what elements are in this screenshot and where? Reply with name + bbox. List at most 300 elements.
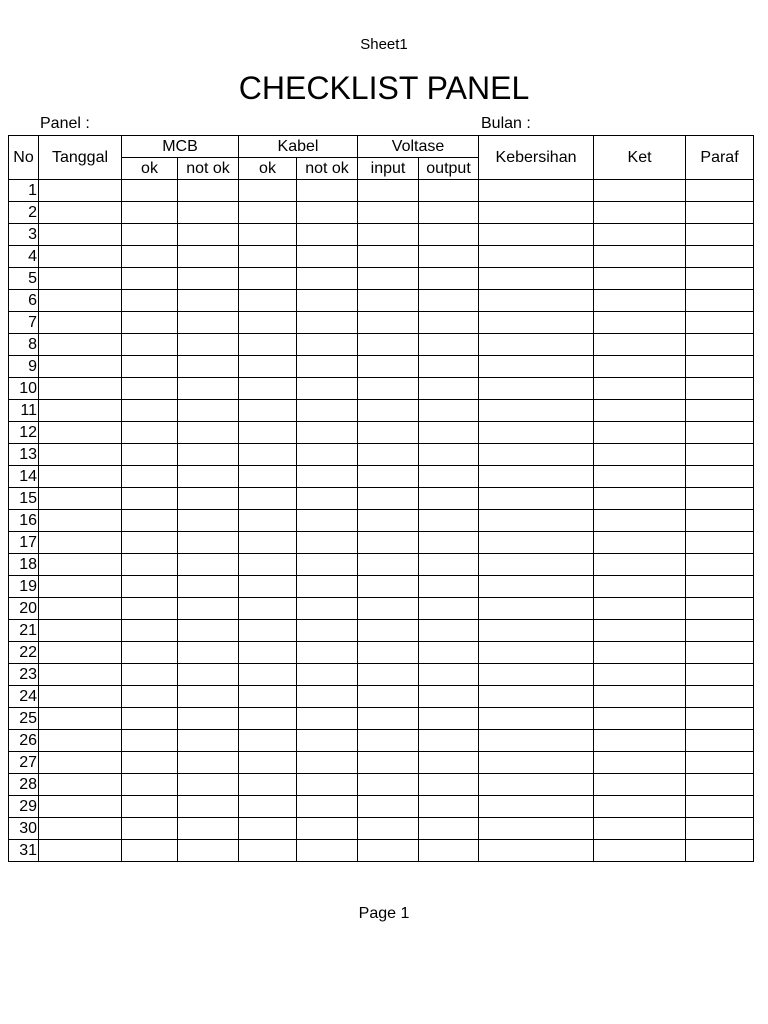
cell-ket[interactable]: [594, 796, 686, 818]
cell-ket[interactable]: [594, 510, 686, 532]
cell-kebersihan[interactable]: [479, 180, 594, 202]
cell-ket[interactable]: [594, 686, 686, 708]
cell-kabel-not-ok[interactable]: [297, 642, 358, 664]
cell-paraf[interactable]: [686, 796, 754, 818]
cell-ket[interactable]: [594, 620, 686, 642]
cell-voltase-input[interactable]: [358, 510, 419, 532]
cell-mcb-ok[interactable]: [122, 774, 178, 796]
cell-voltase-input[interactable]: [358, 180, 419, 202]
cell-mcb-not-ok[interactable]: [178, 268, 239, 290]
cell-voltase-input[interactable]: [358, 268, 419, 290]
cell-voltase-input[interactable]: [358, 818, 419, 840]
cell-mcb-not-ok[interactable]: [178, 488, 239, 510]
cell-kabel-not-ok[interactable]: [297, 400, 358, 422]
cell-paraf[interactable]: [686, 224, 754, 246]
cell-paraf[interactable]: [686, 290, 754, 312]
cell-kebersihan[interactable]: [479, 466, 594, 488]
cell-kebersihan[interactable]: [479, 356, 594, 378]
cell-mcb-not-ok[interactable]: [178, 818, 239, 840]
cell-voltase-output[interactable]: [419, 356, 479, 378]
cell-voltase-input[interactable]: [358, 708, 419, 730]
cell-voltase-input[interactable]: [358, 664, 419, 686]
cell-kebersihan[interactable]: [479, 576, 594, 598]
cell-voltase-output[interactable]: [419, 532, 479, 554]
cell-kabel-ok[interactable]: [239, 664, 297, 686]
cell-voltase-input[interactable]: [358, 642, 419, 664]
cell-paraf[interactable]: [686, 774, 754, 796]
cell-tanggal[interactable]: [39, 532, 122, 554]
cell-mcb-ok[interactable]: [122, 598, 178, 620]
cell-paraf[interactable]: [686, 378, 754, 400]
cell-kebersihan[interactable]: [479, 224, 594, 246]
cell-voltase-output[interactable]: [419, 774, 479, 796]
cell-voltase-output[interactable]: [419, 180, 479, 202]
cell-voltase-input[interactable]: [358, 290, 419, 312]
cell-ket[interactable]: [594, 400, 686, 422]
cell-voltase-output[interactable]: [419, 840, 479, 862]
cell-tanggal[interactable]: [39, 334, 122, 356]
cell-tanggal[interactable]: [39, 796, 122, 818]
cell-voltase-input[interactable]: [358, 378, 419, 400]
cell-mcb-not-ok[interactable]: [178, 400, 239, 422]
cell-kabel-not-ok[interactable]: [297, 752, 358, 774]
cell-voltase-output[interactable]: [419, 224, 479, 246]
cell-voltase-output[interactable]: [419, 554, 479, 576]
cell-ket[interactable]: [594, 422, 686, 444]
cell-mcb-ok[interactable]: [122, 510, 178, 532]
cell-voltase-input[interactable]: [358, 202, 419, 224]
cell-kebersihan[interactable]: [479, 268, 594, 290]
cell-kabel-not-ok[interactable]: [297, 664, 358, 686]
cell-kabel-ok[interactable]: [239, 246, 297, 268]
cell-paraf[interactable]: [686, 400, 754, 422]
cell-kabel-not-ok[interactable]: [297, 576, 358, 598]
cell-kebersihan[interactable]: [479, 840, 594, 862]
cell-kebersihan[interactable]: [479, 730, 594, 752]
cell-voltase-output[interactable]: [419, 576, 479, 598]
cell-ket[interactable]: [594, 664, 686, 686]
cell-tanggal[interactable]: [39, 774, 122, 796]
cell-mcb-not-ok[interactable]: [178, 840, 239, 862]
cell-voltase-input[interactable]: [358, 444, 419, 466]
cell-tanggal[interactable]: [39, 686, 122, 708]
cell-paraf[interactable]: [686, 312, 754, 334]
cell-kebersihan[interactable]: [479, 598, 594, 620]
cell-kabel-ok[interactable]: [239, 488, 297, 510]
cell-ket[interactable]: [594, 532, 686, 554]
cell-mcb-not-ok[interactable]: [178, 554, 239, 576]
cell-kabel-not-ok[interactable]: [297, 510, 358, 532]
cell-voltase-output[interactable]: [419, 268, 479, 290]
cell-mcb-ok[interactable]: [122, 290, 178, 312]
cell-ket[interactable]: [594, 576, 686, 598]
cell-ket[interactable]: [594, 356, 686, 378]
cell-voltase-output[interactable]: [419, 312, 479, 334]
cell-tanggal[interactable]: [39, 840, 122, 862]
cell-mcb-not-ok[interactable]: [178, 532, 239, 554]
cell-tanggal[interactable]: [39, 312, 122, 334]
cell-mcb-ok[interactable]: [122, 664, 178, 686]
cell-kebersihan[interactable]: [479, 554, 594, 576]
cell-ket[interactable]: [594, 774, 686, 796]
cell-tanggal[interactable]: [39, 246, 122, 268]
cell-tanggal[interactable]: [39, 400, 122, 422]
cell-kebersihan[interactable]: [479, 378, 594, 400]
cell-tanggal[interactable]: [39, 356, 122, 378]
cell-ket[interactable]: [594, 642, 686, 664]
cell-kabel-ok[interactable]: [239, 730, 297, 752]
cell-kabel-ok[interactable]: [239, 620, 297, 642]
cell-mcb-ok[interactable]: [122, 268, 178, 290]
cell-paraf[interactable]: [686, 202, 754, 224]
cell-kabel-ok[interactable]: [239, 334, 297, 356]
cell-voltase-input[interactable]: [358, 730, 419, 752]
cell-kebersihan[interactable]: [479, 708, 594, 730]
cell-mcb-ok[interactable]: [122, 334, 178, 356]
cell-paraf[interactable]: [686, 686, 754, 708]
cell-kebersihan[interactable]: [479, 202, 594, 224]
cell-mcb-not-ok[interactable]: [178, 246, 239, 268]
cell-mcb-ok[interactable]: [122, 532, 178, 554]
cell-paraf[interactable]: [686, 642, 754, 664]
cell-paraf[interactable]: [686, 664, 754, 686]
cell-mcb-ok[interactable]: [122, 554, 178, 576]
cell-voltase-output[interactable]: [419, 686, 479, 708]
cell-kebersihan[interactable]: [479, 686, 594, 708]
cell-tanggal[interactable]: [39, 818, 122, 840]
cell-kabel-ok[interactable]: [239, 466, 297, 488]
cell-mcb-ok[interactable]: [122, 642, 178, 664]
cell-mcb-not-ok[interactable]: [178, 708, 239, 730]
cell-kabel-ok[interactable]: [239, 444, 297, 466]
cell-voltase-input[interactable]: [358, 224, 419, 246]
cell-paraf[interactable]: [686, 554, 754, 576]
cell-kabel-not-ok[interactable]: [297, 246, 358, 268]
cell-voltase-output[interactable]: [419, 730, 479, 752]
cell-paraf[interactable]: [686, 576, 754, 598]
cell-kebersihan[interactable]: [479, 642, 594, 664]
cell-mcb-ok[interactable]: [122, 466, 178, 488]
cell-kabel-ok[interactable]: [239, 840, 297, 862]
cell-kabel-not-ok[interactable]: [297, 818, 358, 840]
cell-voltase-input[interactable]: [358, 532, 419, 554]
cell-paraf[interactable]: [686, 598, 754, 620]
cell-tanggal[interactable]: [39, 598, 122, 620]
cell-kabel-ok[interactable]: [239, 642, 297, 664]
cell-kebersihan[interactable]: [479, 532, 594, 554]
cell-ket[interactable]: [594, 202, 686, 224]
cell-voltase-output[interactable]: [419, 752, 479, 774]
cell-kabel-ok[interactable]: [239, 422, 297, 444]
cell-kabel-ok[interactable]: [239, 312, 297, 334]
cell-kabel-ok[interactable]: [239, 180, 297, 202]
cell-mcb-not-ok[interactable]: [178, 576, 239, 598]
cell-ket[interactable]: [594, 466, 686, 488]
cell-kabel-ok[interactable]: [239, 532, 297, 554]
cell-paraf[interactable]: [686, 444, 754, 466]
cell-paraf[interactable]: [686, 730, 754, 752]
cell-mcb-ok[interactable]: [122, 246, 178, 268]
cell-kebersihan[interactable]: [479, 664, 594, 686]
cell-kebersihan[interactable]: [479, 444, 594, 466]
cell-mcb-not-ok[interactable]: [178, 422, 239, 444]
cell-mcb-not-ok[interactable]: [178, 334, 239, 356]
cell-kabel-not-ok[interactable]: [297, 202, 358, 224]
cell-voltase-input[interactable]: [358, 554, 419, 576]
cell-tanggal[interactable]: [39, 180, 122, 202]
cell-kabel-ok[interactable]: [239, 708, 297, 730]
cell-voltase-input[interactable]: [358, 752, 419, 774]
cell-ket[interactable]: [594, 290, 686, 312]
cell-kabel-ok[interactable]: [239, 774, 297, 796]
cell-voltase-input[interactable]: [358, 488, 419, 510]
cell-kabel-ok[interactable]: [239, 378, 297, 400]
cell-kabel-ok[interactable]: [239, 356, 297, 378]
cell-voltase-output[interactable]: [419, 708, 479, 730]
cell-paraf[interactable]: [686, 708, 754, 730]
cell-mcb-ok[interactable]: [122, 818, 178, 840]
cell-mcb-not-ok[interactable]: [178, 752, 239, 774]
cell-mcb-not-ok[interactable]: [178, 378, 239, 400]
cell-paraf[interactable]: [686, 818, 754, 840]
cell-kabel-ok[interactable]: [239, 598, 297, 620]
cell-kabel-ok[interactable]: [239, 818, 297, 840]
cell-mcb-not-ok[interactable]: [178, 356, 239, 378]
cell-mcb-not-ok[interactable]: [178, 774, 239, 796]
cell-voltase-output[interactable]: [419, 400, 479, 422]
cell-kebersihan[interactable]: [479, 312, 594, 334]
cell-paraf[interactable]: [686, 356, 754, 378]
cell-ket[interactable]: [594, 378, 686, 400]
cell-paraf[interactable]: [686, 620, 754, 642]
cell-tanggal[interactable]: [39, 224, 122, 246]
cell-kebersihan[interactable]: [479, 620, 594, 642]
cell-ket[interactable]: [594, 840, 686, 862]
cell-mcb-ok[interactable]: [122, 730, 178, 752]
cell-ket[interactable]: [594, 488, 686, 510]
cell-voltase-output[interactable]: [419, 642, 479, 664]
cell-mcb-not-ok[interactable]: [178, 620, 239, 642]
cell-kabel-not-ok[interactable]: [297, 620, 358, 642]
cell-tanggal[interactable]: [39, 422, 122, 444]
cell-kabel-not-ok[interactable]: [297, 598, 358, 620]
cell-voltase-input[interactable]: [358, 840, 419, 862]
cell-mcb-not-ok[interactable]: [178, 796, 239, 818]
cell-tanggal[interactable]: [39, 752, 122, 774]
cell-voltase-output[interactable]: [419, 796, 479, 818]
cell-mcb-ok[interactable]: [122, 180, 178, 202]
cell-tanggal[interactable]: [39, 664, 122, 686]
cell-tanggal[interactable]: [39, 444, 122, 466]
cell-kabel-ok[interactable]: [239, 224, 297, 246]
cell-tanggal[interactable]: [39, 642, 122, 664]
cell-kabel-ok[interactable]: [239, 400, 297, 422]
cell-ket[interactable]: [594, 444, 686, 466]
cell-voltase-output[interactable]: [419, 488, 479, 510]
cell-kabel-ok[interactable]: [239, 268, 297, 290]
cell-kabel-ok[interactable]: [239, 202, 297, 224]
cell-paraf[interactable]: [686, 268, 754, 290]
cell-kebersihan[interactable]: [479, 818, 594, 840]
cell-mcb-not-ok[interactable]: [178, 686, 239, 708]
cell-tanggal[interactable]: [39, 576, 122, 598]
cell-voltase-input[interactable]: [358, 598, 419, 620]
cell-voltase-input[interactable]: [358, 576, 419, 598]
cell-kebersihan[interactable]: [479, 774, 594, 796]
cell-paraf[interactable]: [686, 532, 754, 554]
cell-kebersihan[interactable]: [479, 400, 594, 422]
cell-tanggal[interactable]: [39, 466, 122, 488]
cell-ket[interactable]: [594, 818, 686, 840]
cell-tanggal[interactable]: [39, 202, 122, 224]
cell-kabel-not-ok[interactable]: [297, 180, 358, 202]
cell-mcb-ok[interactable]: [122, 840, 178, 862]
cell-kabel-not-ok[interactable]: [297, 488, 358, 510]
cell-tanggal[interactable]: [39, 290, 122, 312]
cell-kabel-not-ok[interactable]: [297, 334, 358, 356]
cell-kebersihan[interactable]: [479, 334, 594, 356]
cell-ket[interactable]: [594, 224, 686, 246]
cell-kabel-not-ok[interactable]: [297, 268, 358, 290]
cell-voltase-output[interactable]: [419, 444, 479, 466]
cell-paraf[interactable]: [686, 466, 754, 488]
cell-mcb-not-ok[interactable]: [178, 510, 239, 532]
cell-mcb-ok[interactable]: [122, 202, 178, 224]
cell-paraf[interactable]: [686, 840, 754, 862]
cell-mcb-ok[interactable]: [122, 224, 178, 246]
cell-voltase-input[interactable]: [358, 620, 419, 642]
cell-voltase-output[interactable]: [419, 422, 479, 444]
cell-mcb-not-ok[interactable]: [178, 180, 239, 202]
cell-paraf[interactable]: [686, 180, 754, 202]
cell-ket[interactable]: [594, 334, 686, 356]
cell-mcb-not-ok[interactable]: [178, 466, 239, 488]
cell-kabel-not-ok[interactable]: [297, 554, 358, 576]
cell-tanggal[interactable]: [39, 620, 122, 642]
cell-kabel-ok[interactable]: [239, 796, 297, 818]
cell-ket[interactable]: [594, 708, 686, 730]
cell-mcb-ok[interactable]: [122, 488, 178, 510]
cell-voltase-input[interactable]: [358, 422, 419, 444]
cell-kebersihan[interactable]: [479, 796, 594, 818]
cell-mcb-ok[interactable]: [122, 752, 178, 774]
cell-kabel-not-ok[interactable]: [297, 444, 358, 466]
cell-voltase-output[interactable]: [419, 378, 479, 400]
cell-mcb-ok[interactable]: [122, 378, 178, 400]
cell-mcb-ok[interactable]: [122, 400, 178, 422]
cell-tanggal[interactable]: [39, 268, 122, 290]
cell-kabel-not-ok[interactable]: [297, 730, 358, 752]
cell-paraf[interactable]: [686, 510, 754, 532]
cell-mcb-not-ok[interactable]: [178, 224, 239, 246]
cell-mcb-not-ok[interactable]: [178, 642, 239, 664]
cell-mcb-ok[interactable]: [122, 686, 178, 708]
cell-kabel-not-ok[interactable]: [297, 532, 358, 554]
cell-ket[interactable]: [594, 730, 686, 752]
cell-kebersihan[interactable]: [479, 290, 594, 312]
cell-kebersihan[interactable]: [479, 488, 594, 510]
cell-kabel-not-ok[interactable]: [297, 378, 358, 400]
cell-mcb-ok[interactable]: [122, 444, 178, 466]
cell-mcb-ok[interactable]: [122, 312, 178, 334]
cell-mcb-ok[interactable]: [122, 796, 178, 818]
cell-ket[interactable]: [594, 268, 686, 290]
cell-kabel-ok[interactable]: [239, 686, 297, 708]
cell-ket[interactable]: [594, 180, 686, 202]
cell-kabel-not-ok[interactable]: [297, 224, 358, 246]
cell-mcb-ok[interactable]: [122, 356, 178, 378]
cell-kebersihan[interactable]: [479, 246, 594, 268]
cell-tanggal[interactable]: [39, 378, 122, 400]
cell-voltase-input[interactable]: [358, 400, 419, 422]
cell-voltase-output[interactable]: [419, 818, 479, 840]
cell-mcb-ok[interactable]: [122, 576, 178, 598]
cell-voltase-output[interactable]: [419, 664, 479, 686]
cell-paraf[interactable]: [686, 488, 754, 510]
cell-kabel-not-ok[interactable]: [297, 422, 358, 444]
cell-voltase-output[interactable]: [419, 290, 479, 312]
cell-mcb-not-ok[interactable]: [178, 664, 239, 686]
cell-kabel-not-ok[interactable]: [297, 708, 358, 730]
cell-kabel-not-ok[interactable]: [297, 290, 358, 312]
cell-tanggal[interactable]: [39, 708, 122, 730]
cell-voltase-output[interactable]: [419, 246, 479, 268]
cell-kabel-not-ok[interactable]: [297, 356, 358, 378]
cell-kebersihan[interactable]: [479, 752, 594, 774]
cell-voltase-input[interactable]: [358, 312, 419, 334]
cell-ket[interactable]: [594, 246, 686, 268]
cell-kabel-not-ok[interactable]: [297, 796, 358, 818]
cell-voltase-output[interactable]: [419, 334, 479, 356]
cell-paraf[interactable]: [686, 752, 754, 774]
cell-paraf[interactable]: [686, 422, 754, 444]
cell-voltase-output[interactable]: [419, 620, 479, 642]
cell-paraf[interactable]: [686, 246, 754, 268]
cell-voltase-output[interactable]: [419, 202, 479, 224]
cell-mcb-ok[interactable]: [122, 422, 178, 444]
cell-tanggal[interactable]: [39, 510, 122, 532]
cell-kabel-ok[interactable]: [239, 752, 297, 774]
cell-ket[interactable]: [594, 554, 686, 576]
cell-kabel-ok[interactable]: [239, 576, 297, 598]
cell-tanggal[interactable]: [39, 554, 122, 576]
cell-kabel-not-ok[interactable]: [297, 686, 358, 708]
cell-paraf[interactable]: [686, 334, 754, 356]
cell-voltase-output[interactable]: [419, 598, 479, 620]
cell-mcb-not-ok[interactable]: [178, 598, 239, 620]
cell-kabel-ok[interactable]: [239, 290, 297, 312]
cell-tanggal[interactable]: [39, 730, 122, 752]
cell-voltase-input[interactable]: [358, 774, 419, 796]
cell-voltase-input[interactable]: [358, 356, 419, 378]
cell-voltase-output[interactable]: [419, 510, 479, 532]
cell-ket[interactable]: [594, 598, 686, 620]
cell-voltase-input[interactable]: [358, 334, 419, 356]
cell-mcb-not-ok[interactable]: [178, 444, 239, 466]
cell-kabel-ok[interactable]: [239, 510, 297, 532]
cell-kabel-not-ok[interactable]: [297, 774, 358, 796]
cell-voltase-input[interactable]: [358, 796, 419, 818]
cell-kabel-not-ok[interactable]: [297, 312, 358, 334]
cell-ket[interactable]: [594, 752, 686, 774]
cell-tanggal[interactable]: [39, 488, 122, 510]
cell-ket[interactable]: [594, 312, 686, 334]
cell-kabel-not-ok[interactable]: [297, 840, 358, 862]
cell-mcb-not-ok[interactable]: [178, 290, 239, 312]
cell-mcb-ok[interactable]: [122, 708, 178, 730]
cell-voltase-input[interactable]: [358, 246, 419, 268]
cell-voltase-output[interactable]: [419, 466, 479, 488]
